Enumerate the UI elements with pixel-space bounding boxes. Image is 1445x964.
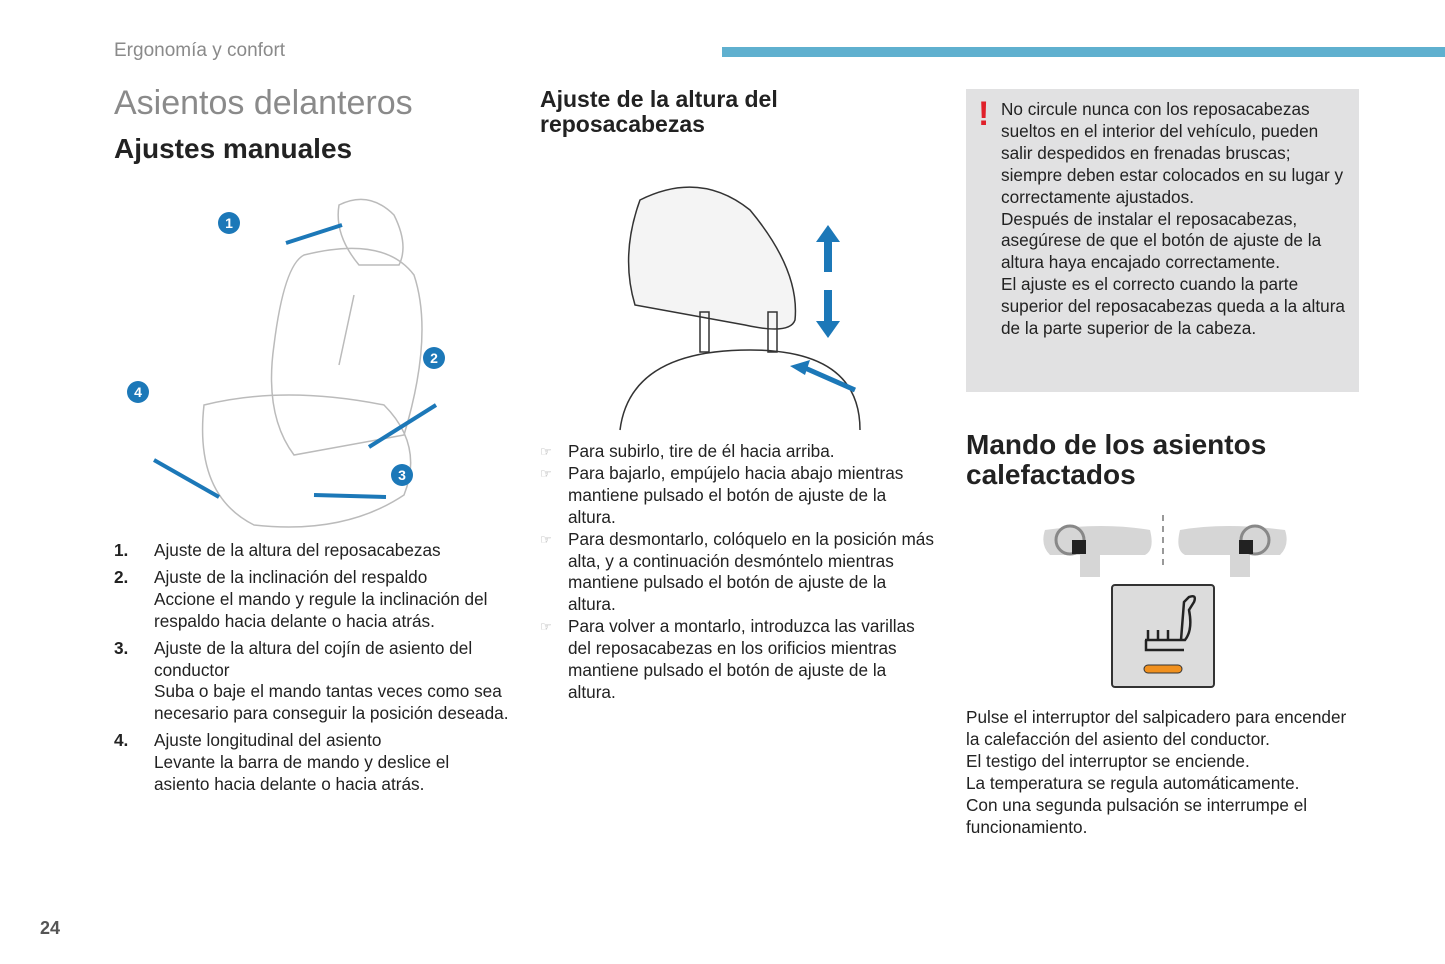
list-item (114, 540, 509, 562)
list-item (114, 567, 509, 633)
bullet-item (540, 463, 935, 529)
seat-illustration (114, 185, 504, 535)
indicator-light (1144, 665, 1182, 673)
list-item (114, 730, 509, 796)
item-description: Suba o baje el mando tantas veces como sea necesario para conseguir la posición deseada. (154, 681, 509, 724)
headrest-illustration (600, 180, 870, 440)
section-title: Ergonomía y confort (114, 40, 286, 61)
headrest-instructions (540, 441, 935, 704)
page-number: 24 (40, 918, 61, 938)
item-description: Accione el mando y regule la inclinación del respaldo hacia delante o hacia atrás. (154, 588, 488, 631)
item-number: 3. (114, 637, 129, 658)
svg-text:2: 2 (430, 350, 438, 366)
bullet-item (540, 529, 935, 617)
item-title: Ajuste de la altura del cojín de asiento del conductor (154, 637, 473, 680)
accent-bar (722, 47, 1445, 57)
bullet-text: Para subirlo, tire de él hacia arriba. (568, 441, 835, 461)
pointing-hand-icon: ☞ (540, 465, 552, 481)
list-item (114, 638, 509, 726)
bullet-text: Para volver a montarlo, introduzca las varillas del reposacabezas en los orificios mientras mantiene pulsado el botón de ajuste de la altura. (568, 616, 915, 702)
svg-text:4: 4 (134, 384, 142, 400)
warning-text: No circule nunca con los reposacabezas sueltos en el interior del vehículo, pueden salir despedidos en frenadas bruscas; siempre deben estar colocados en su lugar y correctamente ajustados. Después de instalar el reposacabezas, asegúrese de que el botón de ajuste de la altura haya encajado correctamente. El ajuste es el correcto cuando la parte superior del reposacabezas queda a la altura de la parte superior de la cabeza. (1001, 99, 1345, 339)
bullet-item (540, 616, 935, 704)
heated-seats-text: Pulse el interruptor del salpicadero para encender la calefacción del asiento del conductor. El testigo del interruptor se enciende. La temperatura se regula automáticamente. Con una segunda pulsación se interrumpe el funcionamiento. (966, 707, 1347, 837)
heated-seats-heading: Mando de los asientos calefactados (966, 429, 1267, 490)
item-description: Levante la barra de mando y deslice el asiento hacia delante o hacia atrás. (154, 752, 450, 795)
item-number: 2. (114, 566, 129, 587)
item-title: Ajuste longitudinal del asiento (154, 730, 382, 751)
heated-seat-switch-illustration (1040, 510, 1290, 695)
bullet-text: Para desmontarlo, colóquelo en la posición más alta, y a continuación desmóntelo mientras mantiene pulsado el botón de ajuste de la altura. (568, 528, 934, 615)
pointing-hand-icon: ☞ (540, 531, 552, 547)
page-title: Asientos delanteros (114, 84, 413, 122)
adjustments-list (114, 540, 509, 801)
bullet-text: Para bajarlo, empújelo hacia abajo mientras mantiene pulsado el botón de ajuste de la altura. (568, 462, 904, 527)
bullet-item (540, 441, 935, 463)
headrest-heading: Ajuste de la altura del reposacabezas (540, 86, 778, 137)
item-title: Ajuste de la inclinación del respaldo (154, 566, 428, 587)
warning-icon: ! (978, 95, 990, 133)
manual-adjustments-heading: Ajustes manuales (114, 133, 353, 164)
item-number: 1. (114, 540, 129, 560)
pointing-hand-icon: ☞ (540, 619, 552, 635)
pointing-hand-icon: ☞ (540, 444, 552, 459)
item-number: 4. (114, 730, 129, 751)
svg-text:1: 1 (225, 215, 233, 231)
svg-text:3: 3 (398, 467, 406, 483)
item-title: Ajuste de la altura del reposacabezas (154, 540, 441, 560)
warning-box (966, 89, 1359, 392)
